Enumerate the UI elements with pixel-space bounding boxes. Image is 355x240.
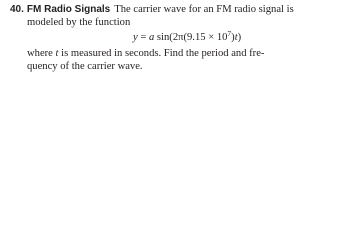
formula-a: a bbox=[148, 32, 155, 43]
body-text-line1 bbox=[10, 47, 350, 60]
formula bbox=[10, 31, 350, 44]
formula-end: ) bbox=[237, 32, 242, 43]
formula-y: y bbox=[133, 32, 138, 43]
formula-paren-close: ) bbox=[231, 32, 235, 43]
formula-exponent: 7 bbox=[227, 29, 232, 38]
exercise-number: 40. bbox=[10, 4, 24, 15]
body-text-line2: quency of the carrier wave. bbox=[27, 61, 143, 72]
formula-equals: = bbox=[137, 32, 149, 43]
next-exercise-clipped bbox=[10, 90, 310, 96]
body-text-rest: is measured in seconds. Find the period and fre- bbox=[58, 48, 265, 59]
formula-coefficient: (9.15 × 10 bbox=[183, 32, 228, 43]
exercise-title: FM Radio Signals bbox=[26, 4, 111, 15]
body-text-variable-t: t bbox=[55, 48, 59, 59]
formula-pi: π bbox=[178, 32, 184, 43]
body-text-where: where bbox=[27, 48, 56, 59]
exercise-heading-line bbox=[10, 3, 350, 16]
formula-sin: sin(2 bbox=[154, 32, 179, 43]
formula-t: t bbox=[234, 32, 238, 43]
intro-text-line1: The carrier wave for an FM radio signal is bbox=[114, 4, 294, 15]
intro-text-line2: modeled by the function bbox=[27, 17, 131, 28]
exercise-40 bbox=[10, 3, 350, 73]
